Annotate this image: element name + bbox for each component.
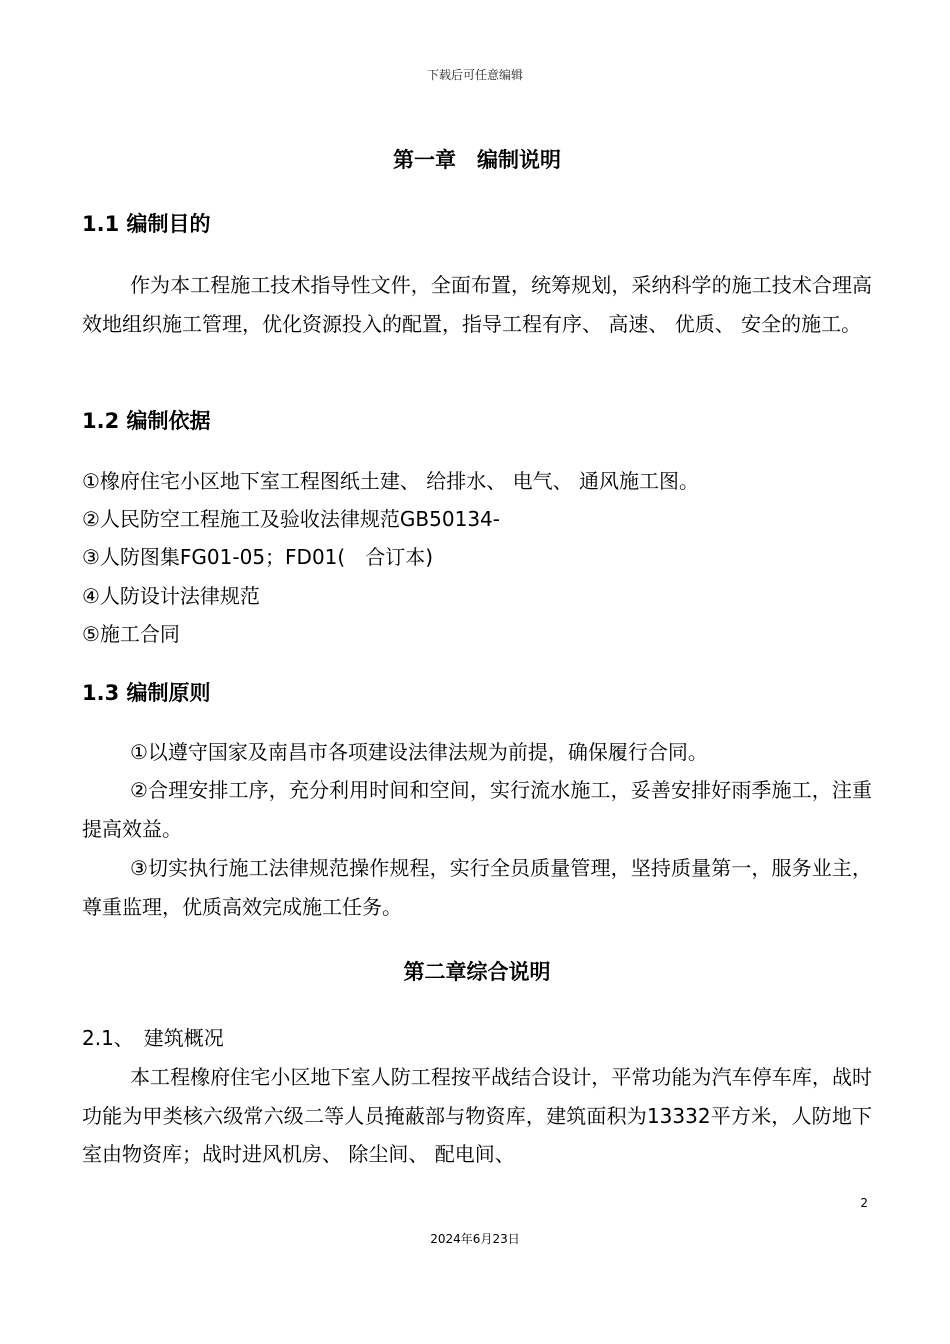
principle-paragraph-2: ②合理安排工序，充分利用时间和空间，实行流水施工，妥善安排好雨季施工，注重提高效益。 xyxy=(82,778,872,841)
section-2-1-title: 2.1、 建筑概况 xyxy=(82,1026,224,1050)
page-footer-date: 2024年6月23日 xyxy=(430,1232,520,1246)
chapter-2-title: 第二章综合说明 xyxy=(403,960,551,984)
section-1-1-paragraph: 作为本工程施工技术指导性文件，全面布置，统筹规划，采纳科学的施工技术合理高效地组织施工管理，优化资源投入的配置，指导工程有序、 高速、 优质、 安全的施工。 xyxy=(82,273,872,336)
basis-item-4: ④人防设计法律规范 xyxy=(82,584,260,608)
page-number: 2 xyxy=(860,1196,868,1210)
principle-paragraph-3: ③切实执行施工法律规范操作规程，实行全员质量管理，坚持质量第一，服务业主，尊重监理，优质高效完成施工任务。 xyxy=(82,856,872,919)
section-1-1-title: 1.1 编制目的 xyxy=(82,212,211,236)
chapter-1-title: 第一章 编制说明 xyxy=(393,148,561,172)
section-1-3-title: 1.3 编制原则 xyxy=(82,681,211,705)
basis-item-3: ③人防图集FG01-05；FD01( 合订本) xyxy=(82,545,434,569)
principle-paragraph-1: ①以遵守国家及南昌市各项建设法律法规为前提，确保履行合同。 xyxy=(130,740,708,764)
page-header: 下载后可任意编辑 xyxy=(426,68,523,82)
basis-item-2: ②人民防空工程施工及验收法律规范GB50134- xyxy=(82,507,500,531)
basis-item-5: ⑤施工合同 xyxy=(82,622,180,646)
basis-item-1: ①橡府住宅小区地下室工程图纸土建、 给排水、 电气、 通风施工图。 xyxy=(82,469,700,493)
building-overview-paragraph: 本工程橡府住宅小区地下室人防工程按平战结合设计，平常功能为汽车停车库，战时功能为甲类核六级常六级二等人员掩蔽部与物资库，建筑面积为13332平方米，人防地下室由物资库；战时进风机房、 除尘间、 配电间、 xyxy=(82,1065,872,1166)
section-1-2-title: 1.2 编制依据 xyxy=(82,409,211,433)
